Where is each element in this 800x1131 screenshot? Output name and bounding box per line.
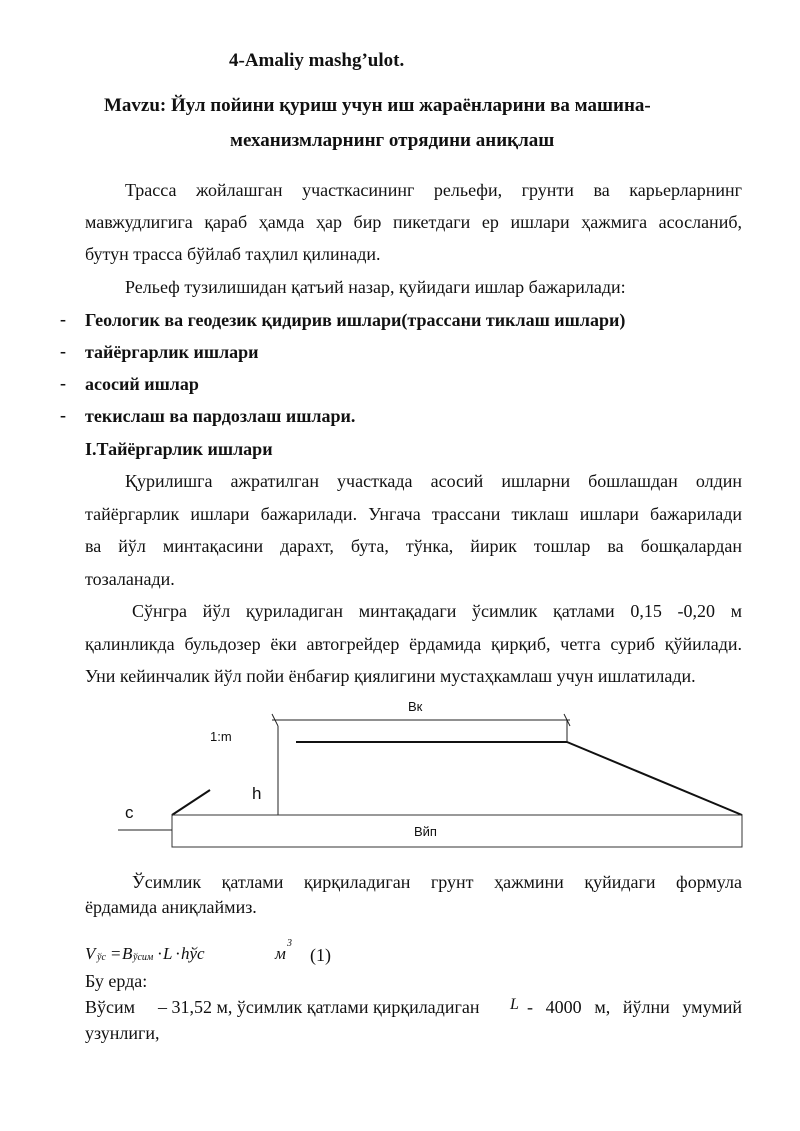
def-text-l: - 4000 м, йўлни умумий bbox=[527, 997, 742, 1017]
para4-line2: қалинликда бульдозер ёки автогрейдер ёрдамида қирқиб, четга суриб қўйилади. bbox=[85, 634, 742, 654]
formula-v-sub: ўс bbox=[97, 952, 106, 963]
formula-unit: м bbox=[275, 944, 286, 963]
formula-eq: = bbox=[111, 944, 121, 963]
label-h: h bbox=[252, 784, 262, 803]
def-text-b: – 31,52 м, ўсимлик қатлами қирқиладиган bbox=[158, 997, 480, 1017]
page-title: 4-Amaliy mashg’ulot. bbox=[229, 50, 405, 71]
list-item: асосий ишлар bbox=[85, 374, 199, 394]
def-symbol-b: Вўсим bbox=[85, 997, 136, 1017]
where-label: Бу ерда: bbox=[85, 971, 148, 991]
para4-line1: Сўнгра йўл қуриладиган минтақадаги ўсимлик қатлами 0,15 -0,20 м bbox=[132, 601, 742, 621]
left-slope-line bbox=[172, 790, 210, 815]
para4-line3: Уни кейинчалик йўл пойи ёнбағир қиялигини мустаҳкамлаш учун ишлатилади. bbox=[85, 666, 696, 686]
section-heading: I.Тайёргарлик ишлари bbox=[85, 439, 273, 459]
formula-v: V bbox=[85, 944, 96, 963]
para3-line2: тайёргарлик ишлари бажарилади. Унгача трассани тиклаш ишлари бажарилади bbox=[85, 504, 742, 524]
para1-line3: бутун трасса бўйлаб таҳлил қилинади. bbox=[85, 244, 381, 264]
label-c: c bbox=[125, 803, 134, 822]
list-item: текислаш ва пардозлаш ишлари. bbox=[85, 406, 356, 426]
list-item: тайёргарлик ишлари bbox=[85, 342, 259, 362]
para5-line2: ёрдамида аниқлаймиз. bbox=[85, 897, 257, 917]
formula-b-sub: ўсим bbox=[133, 952, 154, 963]
topic-line-1: Mavzu: Йул пойини қуриш учун иш жараёнларини ва машина- bbox=[104, 95, 651, 116]
formula-number: (1) bbox=[310, 945, 331, 965]
vegetation-layer-strip bbox=[172, 815, 742, 847]
list-dash: - bbox=[60, 309, 66, 329]
def-line2: узунлиги, bbox=[85, 1023, 160, 1043]
topic-line-2: механизмларнинг отрядини аниқлаш bbox=[230, 130, 555, 151]
para5-line1: Ўсимлик қатлами қирқиладиган грунт ҳажмини қуйидаги формула bbox=[132, 872, 742, 892]
para2: Рельеф тузилишидан қатъий назар, қуйидаги ишлар бажарилади: bbox=[125, 277, 626, 297]
label-bk: Вк bbox=[408, 699, 423, 714]
list-item: Геологик ва геодезик қидирив ишлари(трассани тиклаш ишлари) bbox=[85, 310, 626, 330]
formula-b: B bbox=[122, 944, 133, 963]
right-slope-line bbox=[567, 742, 742, 815]
para1-line2: мавжудлигига қараб ҳамда ҳар бир пикетдаги ер ишлари ҳажмига асосланиб, bbox=[85, 212, 742, 232]
para3-line1: Қурилишга ажратилган участкада асосий ишларни бошлашдан олдин bbox=[125, 471, 742, 491]
formula-unit-sup: 3 bbox=[287, 938, 292, 949]
label-byp: Вйп bbox=[414, 824, 437, 839]
label-slope: 1:m bbox=[210, 729, 232, 744]
list-dash: - bbox=[60, 405, 66, 425]
formula-l: L bbox=[163, 944, 173, 963]
formula-h: hўс bbox=[181, 944, 205, 963]
list-dash: - bbox=[60, 341, 66, 361]
para3-line3: ва йўл минтақасини дарахт, бута, тўнка, йирик тошлар ва бошқалардан bbox=[85, 536, 742, 556]
list-dash: - bbox=[60, 373, 66, 393]
formula-dot: · bbox=[175, 944, 181, 963]
def-symbol-l: L bbox=[510, 996, 519, 1013]
formula-dot: · bbox=[157, 944, 163, 963]
para3-line4: тозаланади. bbox=[85, 569, 175, 589]
para1-line1: Трасса жойлашган участкасининг рельефи, грунти ва карьерларнинг bbox=[125, 180, 742, 200]
